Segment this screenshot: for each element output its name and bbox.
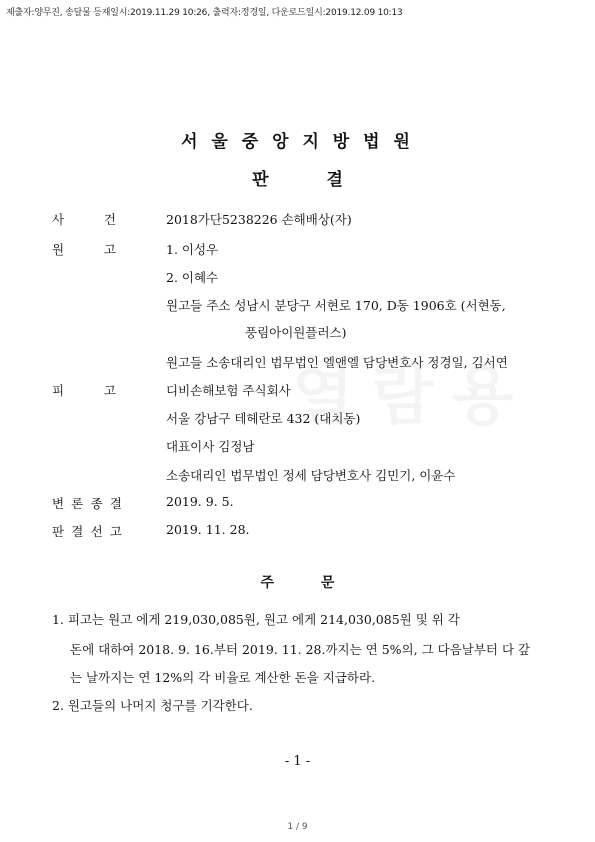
court-name: 서 울 중 앙 지 방 법 원 (181, 132, 414, 152)
plaintiff-label: 원 고 (52, 242, 116, 257)
case-label: 사 건 (52, 212, 116, 227)
order-item-1-cont: 돈에 대하여 2018. 9. 16.부터 2019. 11. 28.까지는 연 5%의, 그 다음날부터 다 갚 (70, 642, 531, 657)
order-item-1: 1. 피고는 원고 에게 219,030,085원, 원고 에게 214,030,085원 및 위 각 (52, 612, 460, 627)
case-number: 2018가단5238226 손해배상(자) (166, 212, 352, 227)
plaintiff-1: 1. 이성우 (166, 242, 219, 257)
hearing-closed-date: 2019. 9. 5. (166, 494, 234, 509)
defendant-representative: 대표이사 김정남 (166, 439, 255, 454)
judgment-date: 2019. 11. 28. (166, 522, 250, 537)
defendant-counsel: 소송대리인 법무법인 정세 담당변호사 김민기, 이윤수 (166, 468, 456, 483)
page-number: - 1 - (284, 754, 311, 769)
plaintiff-2: 2. 이혜수 (166, 270, 219, 285)
order-item-1-cont-2: 는 날까지는 연 12%의 각 비율로 계산한 돈을 지급하라. (70, 670, 376, 685)
hearing-closed-label: 변 론 종 결 (52, 496, 122, 511)
page-footer: 1 / 9 (287, 822, 308, 832)
plaintiff-address: 원고들 주소 성남시 분당구 서현로 170, D동 1906호 (서현동, (166, 298, 506, 313)
order-item-2: 2. 원고들의 나머지 청구를 기각한다. (52, 698, 253, 713)
document-title: 판 결 (252, 170, 343, 190)
plaintiff-address-cont: 풍림아이원플러스) (245, 325, 347, 340)
order-heading: 주 문 (260, 575, 335, 591)
plaintiff-counsel: 원고들 소송대리인 법무법인 엘앤엘 담당변호사 정경일, 김서연 (166, 355, 508, 370)
defendant-name: 디비손해보험 주식회사 (166, 383, 291, 398)
defendant-label: 피 고 (52, 383, 116, 398)
defendant-address: 서울 강남구 테헤란로 432 (대치동) (166, 411, 361, 426)
judgment-date-label: 판 결 선 고 (52, 524, 122, 539)
download-info-header: 제출자:양무진, 송달물 등재일시:2019.11.29 10:26, 출력자:정경일, 다운로드일시:2019.12.09 10:13 (6, 8, 403, 18)
